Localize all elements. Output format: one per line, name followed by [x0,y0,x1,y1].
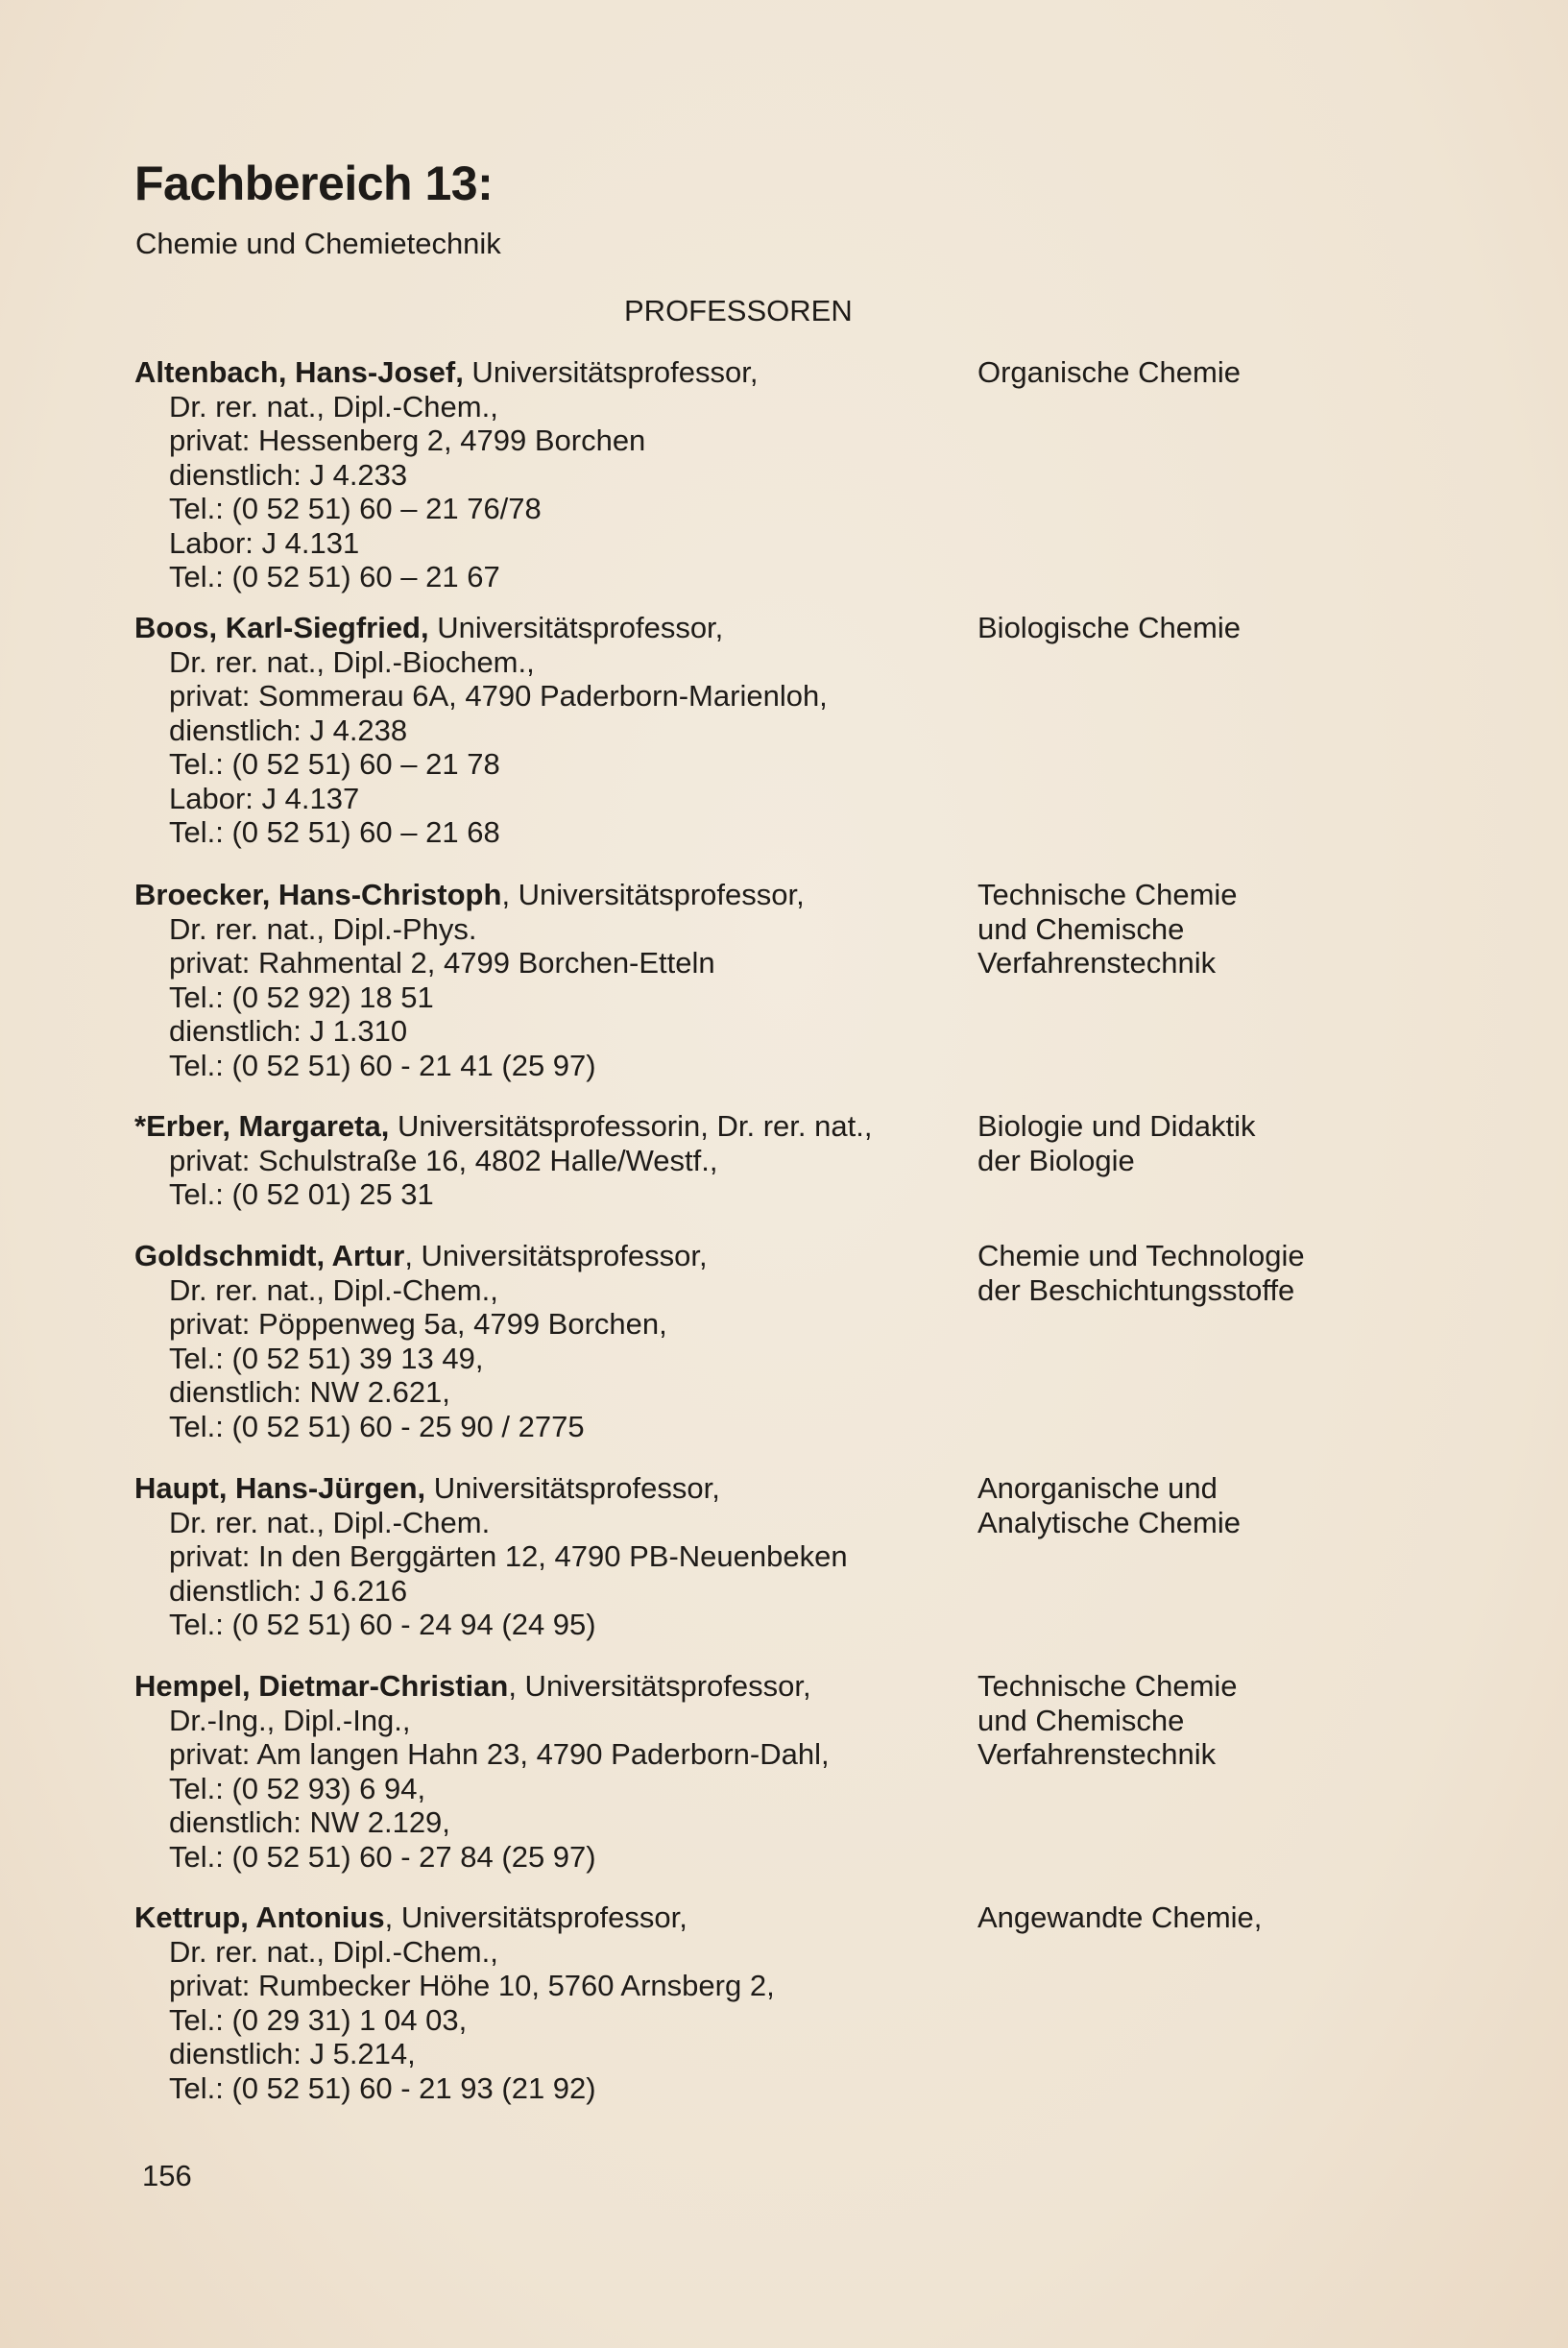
entry-header-line [134,355,960,390]
entry-header-line [134,1471,960,1506]
field-line: Organische Chemie [977,355,1241,389]
professor-title: Universitätsprofessor, [428,611,724,644]
entry-detail-line: Dr. rer. nat., Dipl.-Biochem., [169,644,535,679]
professor-name: Altenbach, Hans-Josef, [134,355,464,389]
entry-field [977,1900,1438,1935]
field-line: Biologie und Didaktik [977,1109,1256,1143]
field-line: der Beschichtungsstoffe [977,1272,1295,1307]
field-line: Angewandte Chemie, [977,1900,1263,1934]
entry-detail-line: Tel.: (0 52 51) 60 – 21 67 [169,560,500,593]
entry-detail-line: Dr. rer. nat., Dipl.-Chem. [169,1505,491,1539]
entry-detail-line: privat: Pöppenweg 5a, 4799 Borchen, [169,1307,667,1341]
entry-detail-line: Tel.: (0 52 51) 60 - 21 41 (25 97) [169,1048,596,1082]
entry-header-line [134,611,960,645]
entry-detail-line: privat: Rahmental 2, 4799 Borchen-Etteln [169,946,715,980]
entry-detail-line: privat: Schulstraße 16, 4802 Halle/Westf., [169,1143,718,1177]
entry-field [977,878,1438,980]
professor-title: Universitätsprofessor, [425,1471,720,1505]
page-subheading: Chemie und Chemietechnik [135,227,501,260]
professor-name: Goldschmidt, Artur [134,1239,405,1272]
entry-detail-line: Labor: J 4.131 [169,525,360,560]
entry-detail-line: Tel.: (0 52 51) 60 - 27 84 (25 97) [169,1839,596,1874]
entry-header-line [134,1109,960,1144]
entry-detail-line: privat: Rumbecker Höhe 10, 5760 Arnsberg 2, [169,1969,775,2002]
entry-header-line [134,878,960,912]
entry-detail-line: Dr. rer. nat., Dipl.-Chem., [169,389,498,424]
field-line: Technische Chemie [977,878,1238,911]
field-line: Technische Chemie [977,1669,1238,1703]
field-line: Verfahrenstechnik [977,946,1217,980]
professor-name: Haupt, Hans-Jürgen, [134,1471,426,1505]
entry-detail-line: Tel.: (0 52 51) 60 – 21 76/78 [169,492,542,525]
entry-detail-line: privat: Am langen Hahn 23, 4790 Paderborn-Dahl, [169,1737,830,1771]
field-line: Analytische Chemie [977,1505,1241,1539]
page-number: 156 [142,2159,192,2192]
professor-name: Kettrup, Antonius [134,1900,385,1934]
entry-field [977,1239,1438,1307]
entry-field [977,611,1438,645]
entry-detail-line: Labor: J 4.137 [169,781,360,815]
entry-detail-line: dienstlich: NW 2.129, [169,1805,450,1839]
entry-detail-line: Tel.: (0 52 01) 25 31 [169,1177,434,1211]
entry-detail-line: dienstlich: J 1.310 [169,1014,408,1048]
entry-detail-line: Tel.: (0 52 51) 60 - 25 90 / 2775 [169,1409,585,1443]
entry-details [134,355,960,594]
entry-field [977,355,1438,390]
professor-title: , Universitätsprofessor, [384,1900,688,1934]
entry-details [134,878,960,1082]
entry-detail-line: Tel.: (0 29 31) 1 04 03, [169,2002,468,2037]
entry-header-line [134,1239,960,1273]
field-line: und Chemische [977,1703,1185,1737]
entry-details [134,1900,960,2105]
entry-detail-line: dienstlich: J 6.216 [169,1573,408,1608]
professor-title: Universitätsprofessor, [463,355,759,389]
field-line: und Chemische [977,911,1185,946]
professor-title: , Universitätsprofessor, [508,1669,811,1703]
entry-header-line [134,1900,960,1935]
entry-detail-line: Dr. rer. nat., Dipl.-Chem., [169,1272,498,1307]
professor-name: *Erber, Margareta, [134,1109,390,1143]
page-heading: Fachbereich 13: [134,157,494,210]
entry-details [134,1239,960,1443]
entry-detail-line: privat: In den Berggärten 12, 4790 PB-Neuenbeken [169,1539,848,1573]
entry-detail-line: Tel.: (0 52 51) 39 13 49, [169,1341,484,1375]
entry-detail-line: Tel.: (0 52 51) 60 – 21 78 [169,747,500,781]
field-line: Anorganische und [977,1471,1218,1505]
entry-header-line [134,1669,960,1704]
field-line: der Biologie [977,1143,1135,1177]
entry-detail-line: dienstlich: J 4.238 [169,713,408,747]
entry-details [134,611,960,850]
entry-details [134,1471,960,1642]
section-title: PROFESSOREN [624,294,853,327]
entry-detail-line: Dr.-Ing., Dipl.-Ing., [169,1703,411,1737]
entry-details [134,1669,960,1874]
professor-name: Broecker, Hans-Christoph [134,878,502,911]
entry-detail-line: Tel.: (0 52 51) 60 – 21 68 [169,815,500,849]
entry-field [977,1669,1438,1772]
entry-detail-line: Tel.: (0 52 93) 6 94, [169,1771,426,1805]
professor-name: Hempel, Dietmar-Christian [134,1669,509,1703]
entry-detail-line: privat: Hessenberg 2, 4799 Borchen [169,424,646,457]
entry-details [134,1109,960,1212]
entry-field [977,1471,1438,1539]
entry-detail-line: dienstlich: J 4.233 [169,457,408,492]
entry-detail-line: Dr. rer. nat., Dipl.-Phys. [169,911,477,946]
field-line: Verfahrenstechnik [977,1737,1217,1771]
professor-title: , Universitätsprofessor, [501,878,805,911]
entry-detail-line: Tel.: (0 52 92) 18 51 [169,980,434,1014]
field-line: Chemie und Technologie [977,1239,1305,1272]
entry-detail-line: dienstlich: NW 2.621, [169,1375,450,1409]
entry-detail-line: Tel.: (0 52 51) 60 - 24 94 (24 95) [169,1608,596,1641]
entry-field [977,1109,1438,1177]
professor-title: Universitätsprofessorin, Dr. rer. nat., [389,1109,873,1143]
entry-detail-line: dienstlich: J 5.214, [169,2037,416,2070]
entry-detail-line: Tel.: (0 52 51) 60 - 21 93 (21 92) [169,2070,596,2105]
field-line: Biologische Chemie [977,611,1241,644]
entry-detail-line: privat: Sommerau 6A, 4790 Paderborn-Marienloh, [169,679,828,713]
professor-title: , Universitätsprofessor, [404,1239,708,1272]
entry-detail-line: Dr. rer. nat., Dipl.-Chem., [169,1934,498,1969]
professor-name: Boos, Karl-Siegfried, [134,611,429,644]
